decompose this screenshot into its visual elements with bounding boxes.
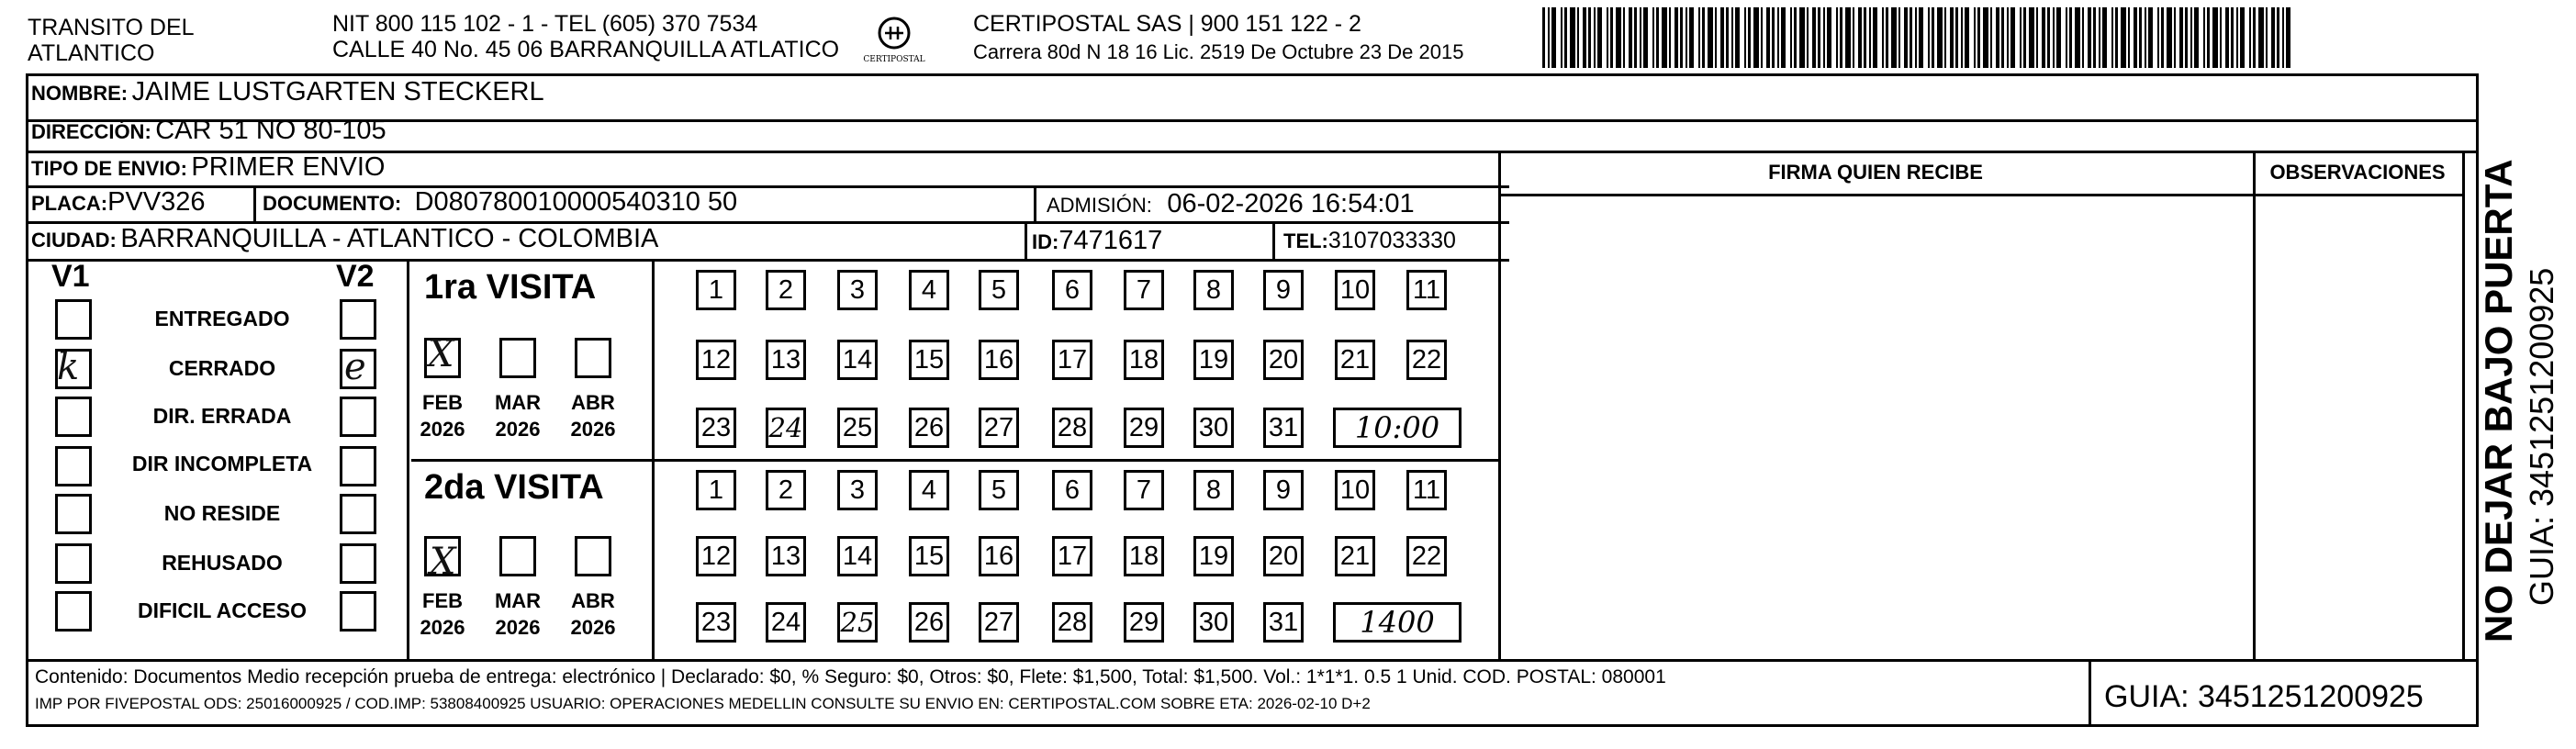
v2-label: V2	[336, 259, 375, 294]
barcode-bar	[1748, 7, 1751, 68]
first-visit-day-27[interactable]: 27	[979, 408, 1019, 448]
first-mar-year: 2026	[495, 418, 541, 441]
certipostal-logo	[854, 13, 935, 68]
second-mar-year: 2026	[495, 616, 541, 639]
status-entregado: ENTREGADO	[154, 307, 290, 330]
barcode-graphic	[1542, 7, 2295, 68]
first-visit-day-8[interactable]: 8	[1193, 270, 1234, 310]
second-visit-day-18[interactable]: 18	[1124, 536, 1164, 576]
barcode-bar	[1886, 7, 1888, 68]
barcode-bar	[1583, 7, 1586, 68]
barcode-bar	[1643, 7, 1648, 68]
barcode-bar	[2134, 7, 2137, 68]
barcode-bar	[1715, 7, 1717, 68]
barcode-bar	[1640, 7, 1641, 68]
barcode-bar	[2075, 7, 2080, 68]
v1-handwritten-mark: k	[57, 346, 80, 388]
barcode-bar	[1961, 7, 1963, 68]
barcode-bar	[2053, 7, 2055, 68]
barcode-bar	[1944, 7, 1946, 68]
nit-line: NIT 800 115 102 - 1 - TEL (605) 370 7534	[332, 11, 758, 37]
barcode-bar	[1588, 7, 1591, 68]
direccion-value: CAR 51 NO 80-105	[155, 116, 386, 145]
barcode-bar	[1772, 7, 1775, 68]
direccion-row	[31, 116, 386, 146]
barcode-bar	[1686, 7, 1687, 68]
id-label: ID:	[1032, 230, 1059, 253]
second-visit-day-26[interactable]: 26	[909, 602, 949, 643]
barcode-bar	[2174, 7, 2176, 68]
barcode-bar	[1680, 7, 1683, 68]
documento-value: D080780010000540310 50	[414, 187, 738, 217]
barcode-bar	[1853, 7, 1854, 68]
barcode-bar	[2148, 7, 2153, 68]
ciudad-row	[31, 224, 658, 254]
barcode-bar	[1652, 7, 1654, 68]
first-visit-title: 1ra VISITA	[424, 268, 597, 307]
barcode-bar	[1799, 7, 1805, 68]
second-feb-name: FEB	[422, 589, 463, 612]
id-row	[1032, 226, 1162, 256]
documento-row	[263, 187, 737, 218]
barcode-bar	[1818, 7, 1820, 68]
logo-text: CERTIPOSTAL	[863, 55, 925, 64]
sender-line1: TRANSITO DEL	[28, 15, 195, 40]
second-visit-day-23[interactable]: 23	[696, 602, 736, 643]
ciudad-value: BARRANQUILLA - ATLANTICO - COLOMBIA	[120, 224, 659, 253]
barcode-bar	[2047, 7, 2050, 68]
barcode-bar	[1669, 7, 1671, 68]
sender-contact	[332, 11, 839, 62]
barcode-bar	[2157, 7, 2159, 68]
first-feb-year: 2026	[420, 418, 465, 441]
barcode-bar	[1965, 7, 1969, 68]
second-visit-day-10[interactable]: 10	[1335, 470, 1375, 510]
barcode-bar	[1812, 7, 1816, 68]
first-visit-day-29[interactable]: 29	[1124, 408, 1164, 448]
barcode-bar	[1689, 7, 1694, 68]
tel-value: 3107033330	[1327, 228, 1456, 253]
barcode-bar	[1616, 7, 1621, 68]
first-visit-day-24[interactable]: 24	[766, 408, 806, 448]
status-rehusado: REHUSADO	[162, 551, 283, 575]
barcode-bar	[1910, 7, 1912, 68]
sender-line2: ATLANTICO	[28, 40, 155, 66]
first-visit-day-13[interactable]: 13	[766, 340, 806, 380]
second-visit-day-25[interactable]: 25	[837, 602, 878, 643]
status-dificil-acceso: DIFICIL ACCESO	[137, 598, 307, 622]
barcode-bar	[1561, 7, 1562, 68]
sender-name	[28, 15, 195, 66]
barcode-bar	[2145, 7, 2146, 68]
status-dir-errada: DIR. ERRADA	[152, 404, 292, 428]
first-visit-day-23[interactable]: 23	[696, 408, 736, 448]
barcode-bar	[2066, 7, 2067, 68]
second-visit-day-27[interactable]: 27	[979, 602, 1019, 643]
first-visit-day-17[interactable]: 17	[1052, 340, 1092, 380]
barcode-bar	[1744, 7, 1746, 68]
second-month-feb	[409, 587, 476, 641]
second-visit-day-21[interactable]: 21	[1335, 536, 1375, 576]
first-visit-day-15[interactable]: 15	[909, 340, 949, 380]
barcode-bar	[2266, 7, 2268, 68]
side-guia: GUIA: 3451251200925	[2523, 267, 2560, 606]
barcode-bar	[1928, 7, 1930, 68]
barcode-bar	[2240, 7, 2245, 68]
second-visit-day-12[interactable]: 12	[696, 536, 736, 576]
second-visit-day-29[interactable]: 29	[1124, 602, 1164, 643]
second-visit-day-30[interactable]: 30	[1193, 602, 1234, 643]
barcode-bar	[2277, 7, 2279, 68]
first-visit-day-18[interactable]: 18	[1124, 340, 1164, 380]
tel-row	[1283, 228, 1456, 254]
barcode-bar	[1781, 7, 1786, 68]
first-mar-name: MAR	[494, 391, 542, 414]
first-visit-day-3[interactable]: 3	[837, 270, 878, 310]
barcode-bar	[1869, 7, 1871, 68]
tipo-value: PRIMER ENVIO	[191, 152, 386, 182]
first-visit-day-2[interactable]: 2	[766, 270, 806, 310]
second-visit-day-4[interactable]: 4	[909, 470, 949, 510]
documento-label: DOCUMENTO:	[263, 192, 402, 215]
barcode-bar	[1858, 7, 1862, 68]
tipo-label: TIPO DE ENVIO:	[31, 157, 187, 180]
firma-header	[1498, 161, 2253, 184]
first-visit-day-31[interactable]: 31	[1263, 408, 1304, 448]
firma-label: FIRMA QUIEN RECIBE	[1768, 161, 1983, 184]
second-visit-time[interactable]: 1400	[1333, 602, 1462, 643]
barcode-bar	[1932, 7, 1934, 68]
first-visit-day-21[interactable]: 21	[1335, 340, 1375, 380]
first-abr-name: ABR	[571, 391, 615, 414]
first-visit-day-26[interactable]: 26	[909, 408, 949, 448]
barcode-bar	[2258, 7, 2264, 68]
nombre-label: NOMBRE:	[31, 82, 129, 105]
first-visit-day-30[interactable]: 30	[1193, 408, 1234, 448]
second-visit-day-1[interactable]: 1	[696, 470, 736, 510]
barcode-bar	[2253, 7, 2256, 68]
barcode-bar	[1735, 7, 1740, 68]
footer-imp: IMP POR FIVEPOSTAL ODS: 25016000925 / COD.IMP: 53808400925 USUARIO: OPERACIONES MEDELLIN CONSULTE SU ENVIO EN: CERTIPOSTAL.COM SOBRE ETA: 2026-02-10 D+2	[35, 695, 1371, 712]
barcode-bar	[1904, 7, 1908, 68]
footer-contenido: Contenido: Documentos Medio recepción prueba de entrega: electrónico | Declarado: $0, % Seguro: $0, Otros: $0, Flete: $1,500, Total: $1,500. Vol.: 1*1*1. 0.5 1 Unid. COD. POSTAL: 080001	[35, 666, 1666, 688]
barcode-bar	[1990, 7, 1992, 68]
barcode-bar	[1594, 7, 1596, 68]
second-visit-day-22[interactable]: 22	[1406, 536, 1447, 576]
barcode-bar	[1983, 7, 1988, 68]
first-visit-time[interactable]: 10:00	[1333, 408, 1462, 448]
first-visit-day-25[interactable]: 25	[837, 408, 878, 448]
barcode-bar	[1836, 7, 1838, 68]
first-visit-day-1[interactable]: 1	[696, 270, 736, 310]
barcode-bar	[1548, 7, 1550, 68]
barcode-bar	[1753, 7, 1759, 68]
second-month-mar	[485, 587, 551, 641]
second-visit-day-2[interactable]: 2	[766, 470, 806, 510]
first-feb-mark: X	[428, 333, 454, 375]
barcode-bar	[2099, 7, 2100, 68]
no-dejar-warning: NO DEJAR BAJO PUERTA	[2477, 159, 2520, 643]
barcode-bar	[1629, 7, 1632, 68]
barcode-bar	[2069, 7, 2072, 68]
barcode-bar	[2029, 7, 2034, 68]
v2-handwritten-mark: e	[344, 346, 366, 388]
barcode-bar	[2115, 7, 2118, 68]
barcode-bar	[2286, 7, 2290, 68]
barcode-bar	[1794, 7, 1797, 68]
barcode-bar	[2128, 7, 2130, 68]
placa-row	[31, 187, 206, 218]
id-value: 7471617	[1058, 226, 1163, 255]
barcode-bar	[1570, 7, 1575, 68]
barcode-bar	[1674, 7, 1678, 68]
company-info	[973, 11, 1463, 63]
status-dir-incompleta: DIR INCOMPLETA	[131, 452, 313, 475]
nombre-row	[31, 77, 544, 107]
barcode-bar	[2161, 7, 2164, 68]
first-visit-day-19[interactable]: 19	[1193, 340, 1234, 380]
second-visit-day-17[interactable]: 17	[1052, 536, 1092, 576]
barcode-bar	[1726, 7, 1729, 68]
barcode-bar	[2249, 7, 2251, 68]
barcode	[1542, 7, 2295, 68]
barcode-bar	[2207, 7, 2210, 68]
barcode-bar	[2139, 7, 2142, 68]
barcode-bar	[2111, 7, 2113, 68]
admision-row	[1047, 189, 1415, 219]
second-abr-checkbox[interactable]	[575, 536, 611, 576]
barcode-bar	[1950, 7, 1954, 68]
barcode-bar	[1542, 7, 1545, 68]
observaciones-label: OBSERVACIONES	[2269, 161, 2446, 184]
first-abr-year: 2026	[570, 418, 616, 441]
barcode-bar	[1845, 7, 1851, 68]
barcode-bar	[1761, 7, 1763, 68]
tel-label: TEL:	[1283, 229, 1328, 252]
status-cerrado: CERRADO	[168, 356, 276, 380]
barcode-bar	[1790, 7, 1792, 68]
barcode-bar	[1891, 7, 1897, 68]
first-visit-day-20[interactable]: 20	[1263, 340, 1304, 380]
second-visit-title: 2da VISITA	[424, 468, 604, 507]
second-visit-day-16[interactable]: 16	[979, 536, 1019, 576]
first-visit-day-11[interactable]: 11	[1406, 270, 1447, 310]
barcode-bar	[1766, 7, 1770, 68]
admision-label: ADMISIÓN:	[1047, 194, 1152, 217]
second-abr-year: 2026	[570, 616, 616, 639]
barcode-bar	[2056, 7, 2061, 68]
observaciones-header	[2253, 161, 2462, 184]
barcode-bar	[2203, 7, 2205, 68]
barcode-bar	[2212, 7, 2218, 68]
barcode-bar	[2225, 7, 2229, 68]
barcode-bar	[2271, 7, 2275, 68]
barcode-bar	[1623, 7, 1625, 68]
first-visit-day-22[interactable]: 22	[1406, 340, 1447, 380]
first-visit-day-5[interactable]: 5	[979, 270, 1019, 310]
barcode-bar	[1873, 7, 1877, 68]
barcode-bar	[1708, 7, 1713, 68]
placa-value: PVV326	[107, 187, 206, 217]
barcode-bar	[2001, 7, 2004, 68]
first-mar-checkbox[interactable]	[499, 338, 536, 378]
second-visit-day-8[interactable]: 8	[1193, 470, 1234, 510]
barcode-bar	[2082, 7, 2084, 68]
second-visit-day-15[interactable]: 15	[909, 536, 949, 576]
second-visit-day-28[interactable]: 28	[1052, 602, 1092, 643]
status-no-reside: NO RESIDE	[163, 501, 281, 525]
barcode-bar	[1823, 7, 1825, 68]
barcode-bar	[2020, 7, 2022, 68]
second-visit-day-3[interactable]: 3	[837, 470, 878, 510]
barcode-bar	[1597, 7, 1602, 68]
barcode-bar	[1898, 7, 1900, 68]
barcode-bar	[2282, 7, 2284, 68]
first-visit-day-14[interactable]: 14	[837, 340, 878, 380]
barcode-bar	[2167, 7, 2172, 68]
barcode-bar	[2093, 7, 2096, 68]
second-visit-day-24[interactable]: 24	[766, 602, 806, 643]
barcode-bar	[1720, 7, 1724, 68]
barcode-bar	[2102, 7, 2107, 68]
barcode-bar	[1577, 7, 1579, 68]
license-line: Carrera 80d N 18 16 Lic. 2519 De Octubre 23 De 2015	[973, 40, 1464, 63]
second-mar-checkbox[interactable]	[499, 536, 536, 576]
second-visit-day-11[interactable]: 11	[1406, 470, 1447, 510]
barcode-bar	[1937, 7, 1943, 68]
barcode-bar	[1634, 7, 1637, 68]
first-visit-day-6[interactable]: 6	[1052, 270, 1092, 310]
barcode-bar	[1864, 7, 1866, 68]
placa-label: PLACA:	[31, 192, 108, 215]
first-month-abr	[560, 389, 626, 442]
second-feb-year: 2026	[420, 616, 465, 639]
barcode-bar	[2194, 7, 2199, 68]
barcode-bar	[1564, 7, 1567, 68]
second-month-abr	[560, 587, 626, 641]
first-month-mar	[485, 389, 551, 442]
second-visit-day-20[interactable]: 20	[1263, 536, 1304, 576]
second-mar-name: MAR	[494, 589, 542, 612]
barcode-bar	[2042, 7, 2045, 68]
barcode-bar	[1610, 7, 1613, 68]
second-visit-day-19[interactable]: 19	[1193, 536, 1234, 576]
admision-value: 06-02-2026 16:54:01	[1167, 189, 1415, 218]
barcode-bar	[1698, 7, 1700, 68]
barcode-bar	[1807, 7, 1809, 68]
second-visit-day-13[interactable]: 13	[766, 536, 806, 576]
barcode-bar	[2220, 7, 2222, 68]
second-visit-day-6[interactable]: 6	[1052, 470, 1092, 510]
second-visit-day-5[interactable]: 5	[979, 470, 1019, 510]
barcode-bar	[2185, 7, 2188, 68]
barcode-bar	[2088, 7, 2091, 68]
barcode-bar	[1731, 7, 1733, 68]
first-visit-day-7[interactable]: 7	[1124, 270, 1164, 310]
first-visit-day-10[interactable]: 10	[1335, 270, 1375, 310]
barcode-bar	[1974, 7, 1976, 68]
barcode-bar	[2231, 7, 2234, 68]
barcode-bar	[1955, 7, 1958, 68]
barcode-bar	[1702, 7, 1705, 68]
first-visit-day-9[interactable]: 9	[1263, 270, 1304, 310]
first-visit-day-16[interactable]: 16	[979, 340, 1019, 380]
barcode-bar	[2236, 7, 2238, 68]
first-visit-day-4[interactable]: 4	[909, 270, 949, 310]
tipo-row	[31, 152, 385, 183]
footer-guia: GUIA: 3451251200925	[2104, 679, 2424, 714]
second-abr-name: ABR	[571, 589, 615, 612]
direccion-label: DIRECCIÓN:	[31, 120, 151, 143]
first-feb-name: FEB	[422, 391, 463, 414]
barcode-bar	[1827, 7, 1831, 68]
second-feb-mark: X	[430, 541, 456, 583]
nombre-value: JAIME LUSTGARTEN STECKERL	[131, 77, 544, 106]
barcode-bar	[1919, 7, 1923, 68]
barcode-bar	[1977, 7, 1980, 68]
barcode-bar	[1915, 7, 1917, 68]
barcode-bar	[2179, 7, 2183, 68]
barcode-bar	[1882, 7, 1884, 68]
first-visit-day-12[interactable]: 12	[696, 340, 736, 380]
first-visit-day-28[interactable]: 28	[1052, 408, 1092, 448]
first-abr-checkbox[interactable]	[575, 338, 611, 378]
barcode-bar	[2190, 7, 2192, 68]
barcode-bar	[1607, 7, 1608, 68]
barcode-bar	[1777, 7, 1779, 68]
barcode-bar	[2007, 7, 2009, 68]
barcode-bar	[2010, 7, 2015, 68]
second-visit-day-31[interactable]: 31	[1263, 602, 1304, 643]
second-visit-day-14[interactable]: 14	[837, 536, 878, 576]
second-visit-day-7[interactable]: 7	[1124, 470, 1164, 510]
barcode-bar	[2036, 7, 2038, 68]
first-month-feb	[409, 389, 476, 442]
company-line: CERTIPOSTAL SAS | 900 151 122 - 2	[973, 11, 1361, 37]
v1-label: V1	[51, 259, 90, 294]
barcode-bar	[1551, 7, 1556, 68]
barcode-bar	[1840, 7, 1842, 68]
barcode-bar	[1656, 7, 1659, 68]
second-visit-day-9[interactable]: 9	[1263, 470, 1304, 510]
address-line: CALLE 40 No. 45 06 BARRANQUILLA ATLATICO	[332, 37, 840, 62]
ciudad-label: CIUDAD:	[31, 229, 117, 252]
barcode-bar	[1662, 7, 1667, 68]
barcode-bar	[2121, 7, 2126, 68]
barcode-bar	[1996, 7, 1999, 68]
barcode-bar	[2023, 7, 2026, 68]
